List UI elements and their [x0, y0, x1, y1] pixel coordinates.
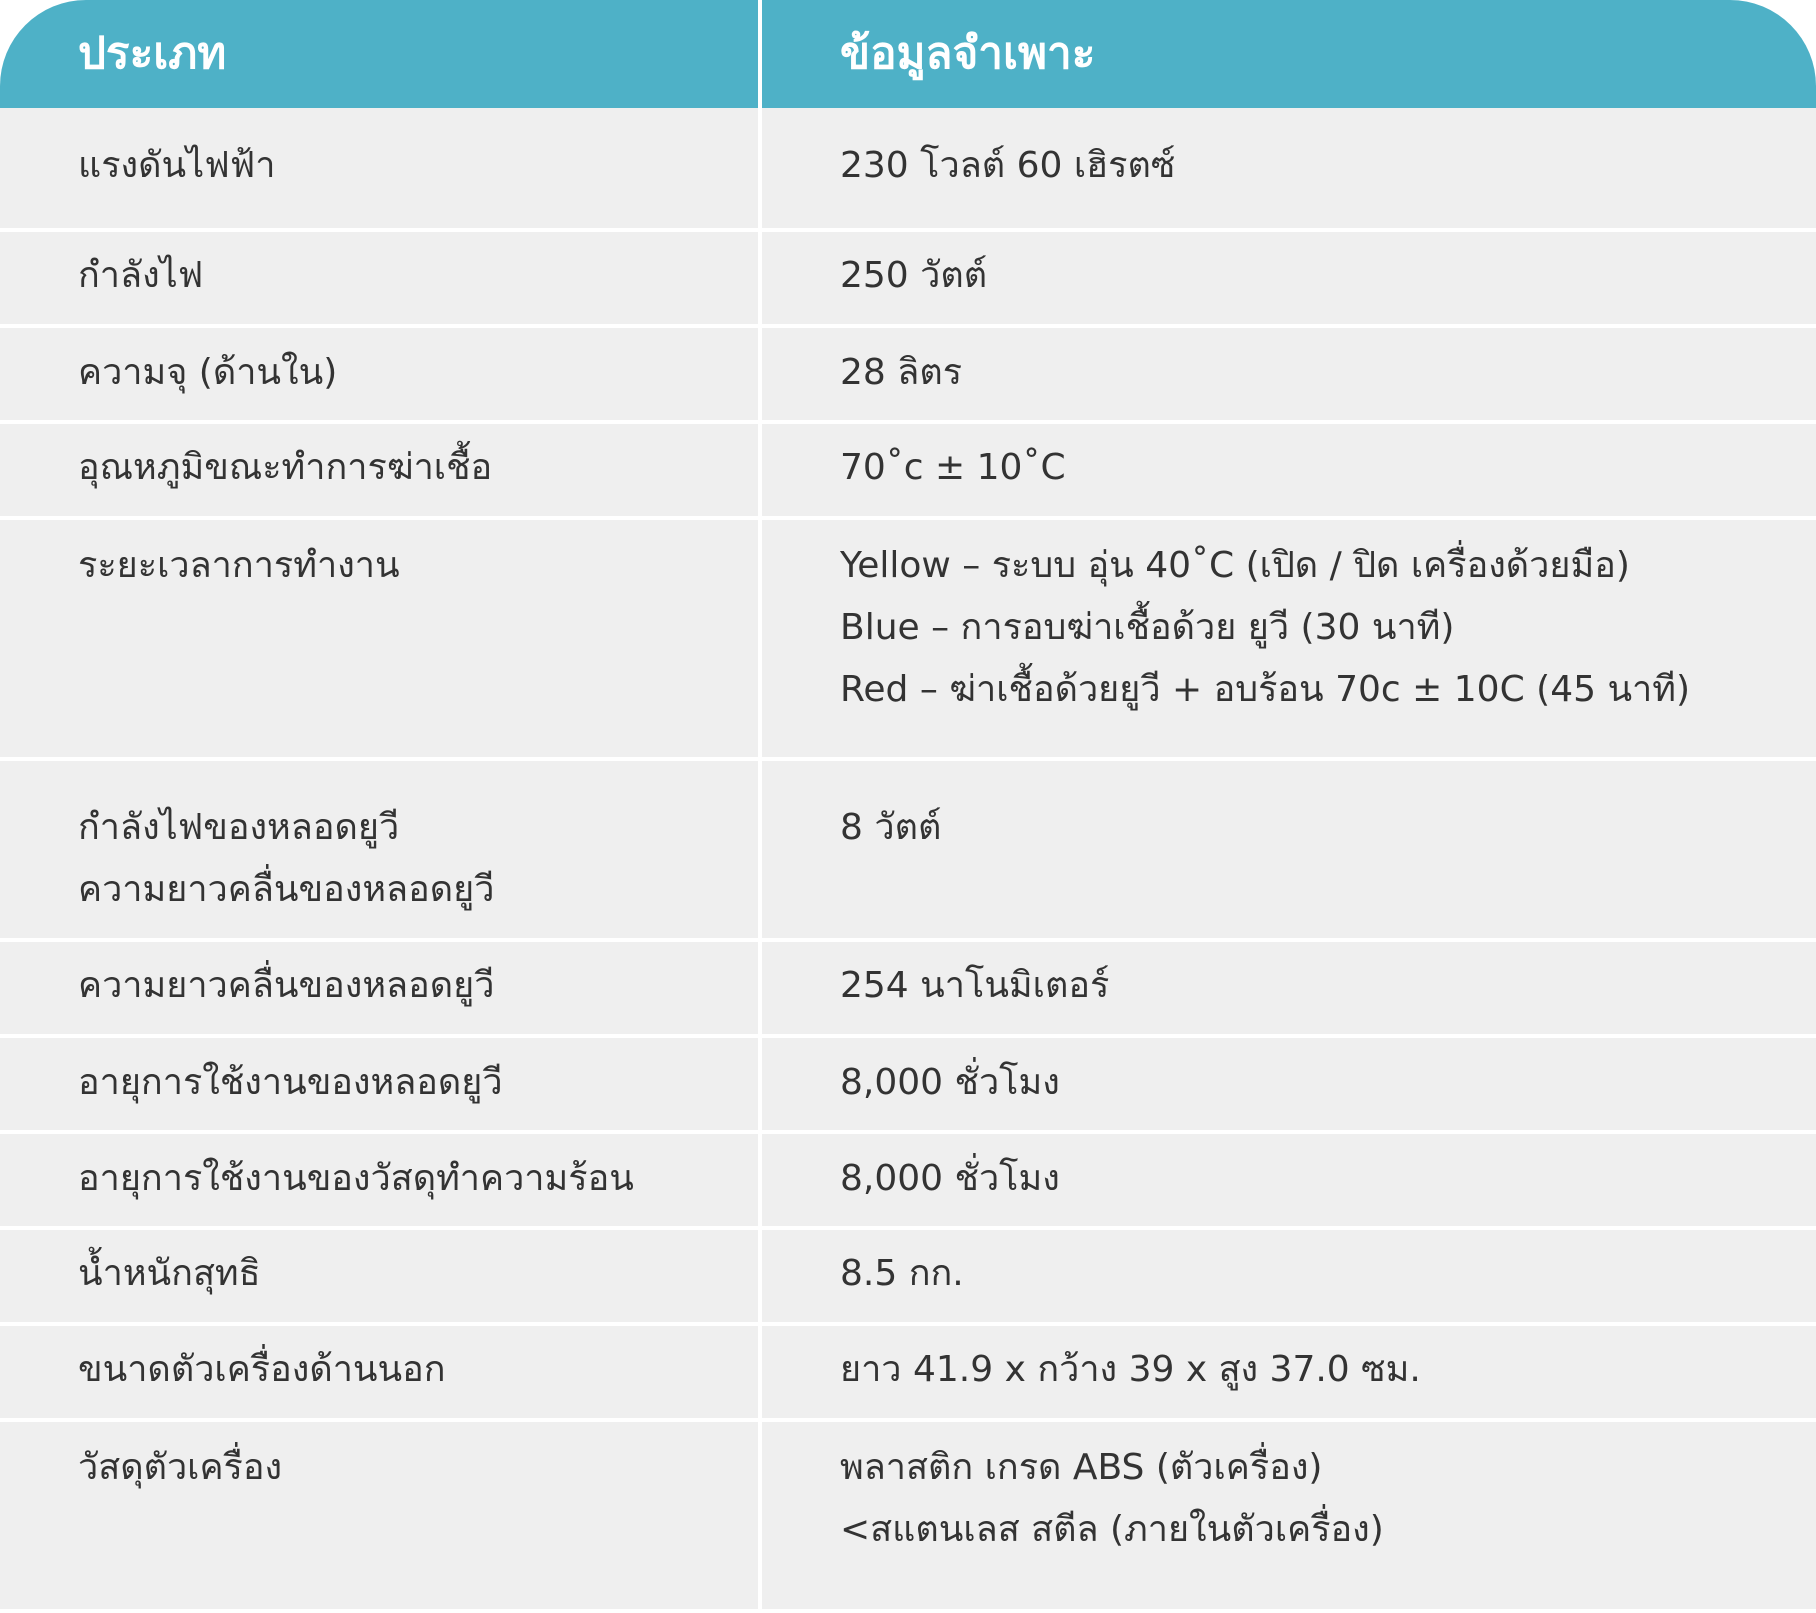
row-spec-text: 8.5 กก. — [840, 1253, 964, 1294]
row-spec-cell — [762, 1134, 1816, 1226]
row-spec-text: Yellow – ระบบ อุ่น 40˚C (เปิด / ปิด เครื่องด้วยมือ) — [840, 545, 1630, 586]
header-type: ประเภท — [0, 0, 758, 108]
row-spec-text: พลาสติก เกรด ABS (ตัวเครื่อง) — [840, 1447, 1323, 1488]
table-row — [0, 108, 1816, 228]
row-spec-cell — [762, 1422, 1816, 1609]
row-type-text: กำลังไฟ — [78, 255, 204, 296]
row-type-text: วัสดุตัวเครื่อง — [78, 1447, 283, 1488]
row-spec-cell — [762, 1038, 1816, 1130]
row-spec-cell — [762, 520, 1816, 757]
table-row — [0, 424, 1816, 516]
table-row — [0, 1326, 1816, 1418]
table-row — [0, 1134, 1816, 1226]
table-row — [0, 942, 1816, 1034]
row-type-cell — [0, 232, 758, 324]
row-type-text: น้ำหนักสุทธิ — [78, 1253, 261, 1294]
table-row — [0, 232, 1816, 324]
row-type-text: ขนาดตัวเครื่องด้านนอก — [78, 1349, 446, 1390]
row-spec-text: 8,000 ชั่วโมง — [840, 1062, 1060, 1103]
row-spec-text: 8 วัตต์ — [840, 807, 942, 848]
row-type-cell — [0, 328, 758, 420]
table-body — [0, 108, 1816, 1613]
row-type-cell — [0, 1038, 758, 1130]
row-type-text: อุณหภูมิขณะทำการฆ่าเชื้อ — [78, 447, 493, 488]
table-header — [0, 0, 1816, 108]
row-type-cell — [0, 520, 758, 757]
row-type-text: ความยาวคลื่นของหลอดยูวี — [78, 965, 495, 1006]
row-type-text: แรงดันไฟฟ้า — [78, 145, 276, 186]
table-row — [0, 328, 1816, 420]
row-type-text: ความจุ (ด้านใน) — [78, 352, 338, 393]
header-spec: ข้อมูลจำเพาะ — [762, 0, 1816, 108]
row-type-cell — [0, 942, 758, 1034]
row-spec-cell — [762, 424, 1816, 516]
table-row — [0, 1038, 1816, 1130]
row-spec-text: 28 ลิตร — [840, 352, 963, 393]
row-spec-text: 250 วัตต์ — [840, 255, 988, 296]
row-type-text: อายุการใช้งานของวัสดุทำความร้อน — [78, 1158, 634, 1199]
table-row — [0, 1230, 1816, 1322]
row-type-text: ความยาวคลื่นของหลอดยูวี — [78, 869, 495, 910]
row-type-cell — [0, 424, 758, 516]
row-type-cell — [0, 761, 758, 938]
row-spec-text: 230 โวลต์ 60 เฮิรตซ์ — [840, 145, 1176, 186]
row-spec-text: Red – ฆ่าเชื้อด้วยยูวี + อบร้อน 70c ± 10C (45 นาที) — [840, 669, 1691, 710]
row-spec-text: <สแตนเลส สตีล (ภายในตัวเครื่อง) — [840, 1509, 1384, 1550]
row-type-cell — [0, 1134, 758, 1226]
row-type-cell — [0, 1230, 758, 1322]
row-spec-text: 70˚c ± 10˚C — [840, 447, 1066, 488]
row-type-text: ระยะเวลาการทำงาน — [78, 545, 400, 586]
row-spec-cell — [762, 942, 1816, 1034]
row-type-cell — [0, 108, 758, 228]
row-spec-text: 8,000 ชั่วโมง — [840, 1158, 1060, 1199]
table-row — [0, 1422, 1816, 1609]
row-spec-text: 254 นาโนมิเตอร์ — [840, 965, 1110, 1006]
row-type-cell — [0, 1422, 758, 1609]
row-spec-cell — [762, 232, 1816, 324]
row-spec-text: Blue – การอบฆ่าเชื้อด้วย ยูวี (30 นาที) — [840, 607, 1455, 648]
row-spec-cell — [762, 761, 1816, 938]
row-type-text: อายุการใช้งานของหลอดยูวี — [78, 1062, 503, 1103]
row-type-text: กำลังไฟของหลอดยูวี — [78, 807, 400, 848]
row-spec-cell — [762, 1326, 1816, 1418]
row-spec-cell — [762, 1230, 1816, 1322]
row-spec-text: ยาว 41.9 x กว้าง 39 x สูง 37.0 ซม. — [840, 1349, 1421, 1390]
row-spec-cell — [762, 108, 1816, 228]
table-row — [0, 761, 1816, 938]
row-type-cell — [0, 1326, 758, 1418]
row-spec-cell — [762, 328, 1816, 420]
table-row — [0, 520, 1816, 757]
